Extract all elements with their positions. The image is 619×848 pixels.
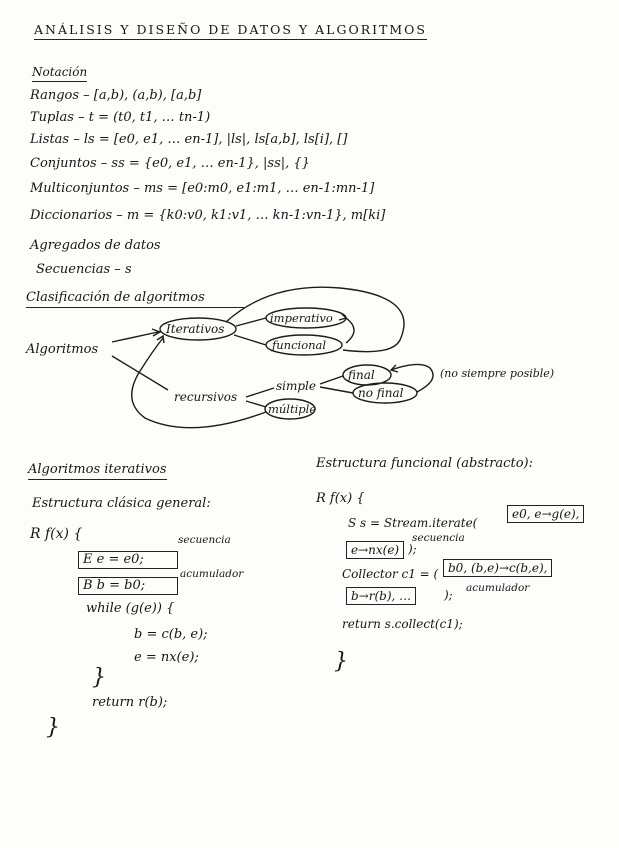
functional-collector-box1: b0, (b,e)→c(b,e), [443,559,552,577]
classic-init-b: B b = b0; [78,577,178,595]
functional-stream-suffix: ); [408,542,417,556]
notation-multisets: Multiconjuntos – ms = [e0:m0, e1:m1, … en-1:mn-1] [30,181,375,196]
classic-body-b: b = c(b, e); [134,627,208,642]
functional-collector-prefix: Collector c1 = ( [342,567,439,581]
node-iterativos: Iterativos [166,322,225,336]
classic-close-function: } [46,715,60,740]
notation-sequences: Secuencias – s [36,262,132,277]
notation-aggregates: Agregados de datos [30,238,161,253]
iterative-heading: Algoritmos iterativos [28,462,167,480]
functional-stream-box1: e0, e→g(e), [507,505,584,523]
classic-return: return r(b); [92,695,168,710]
notation-heading: Notación [32,64,87,82]
classification-heading: Clasificación de algoritmos [26,290,244,308]
functional-stream-prefix: S s = Stream.iterate( [348,516,478,530]
functional-label-accumulator: acumulador [466,582,530,594]
node-final: final [348,368,375,382]
functional-close: } [334,649,348,674]
classic-structure-heading: Estructura clásica general: [32,496,211,511]
classic-body-e: e = nx(e); [134,650,199,665]
notation-ranges: Rangos – [a,b), (a,b), [a,b] [30,88,202,103]
classic-label-accumulator: acumulador [180,568,244,580]
node-algoritmos: Algoritmos [26,342,99,357]
notation-dictionaries: Diccionarios – m = {k0:v0, k1:v1, … kn-1:vn-1}, m[ki] [30,208,386,223]
functional-stream-box2: e→nx(e) [346,541,404,559]
note-not-always-possible: (no siempre posible) [440,367,555,380]
notation-lists: Listas – ls = [e0, e1, … en-1], |ls|, ls[a,b], ls[i], [] [30,132,348,147]
notation-sets: Conjuntos – ss = {e0, e1, … en-1}, |ss|, {} [30,156,310,171]
node-recursivos: recursivos [174,390,238,404]
functional-collector-suffix: ); [444,588,453,602]
functional-return: return s.collect(c1); [342,617,463,631]
page-title: ANÁLISIS Y DISEÑO DE DATOS Y ALGORITMOS [34,22,427,40]
classic-close-while: } [92,665,106,690]
functional-signature: R f(x) { [316,491,365,506]
functional-label-sequence: secuencia [412,532,465,544]
classic-while: while (g(e)) { [86,601,175,616]
notation-tuples: Tuplas – t = (t0, t1, … tn-1) [30,110,211,125]
node-imperativo: imperativo [270,311,333,325]
node-no-final: no final [358,386,404,400]
node-multiple: múltiple [268,402,317,416]
classic-init-e: E e = e0; [78,551,178,569]
node-funcional: funcional [272,338,327,352]
functional-heading: Estructura funcional (abstracto): [316,456,533,471]
node-simple: simple [276,379,316,393]
functional-collector-box2: b→r(b), … [346,587,416,605]
classic-label-sequence: secuencia [178,534,231,546]
classic-signature: R f(x) { [30,526,83,542]
